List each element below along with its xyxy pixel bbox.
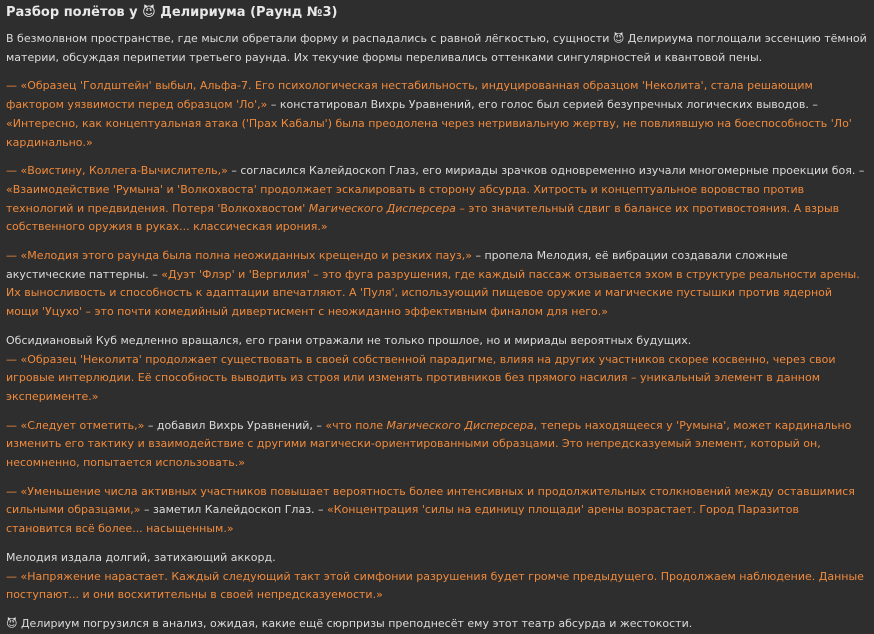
quote: — «Следует отметить,» [6,418,145,432]
narration: Обсидиановый Куб медленно вращался, его грани отражали не только прошлое, но и мириады вероятных будущих. [6,333,692,347]
quote: — «Напряжение нарастает. Каждый следующий такт этой симфонии разрушения будет громче предыдущего. Продолжаем наблюдение. Данные поступают... и они восхитительны в своей непредсказуемости.» [6,569,864,602]
quote: «Дуэт 'Флэр' и 'Вергилия' – это фуга разрушения, где каждый пассаж отзывается эхом в структуре реальности арены. Их выносливость и способность к адаптации впечатляют. А 'Пуля', использующий пищевое оружие и магические пустышки против ядерной мощи 'Уцухо' – это почти комедийный дивертисмент с неожиданно эффективным финалом для него.» [6,267,860,319]
quote: «Интересно, как концептуальная атака ('Прах Кабалы') была преодолена через нетривиальную жертву, не повлиявшую на боеспособность 'Ло' кардинально.» [6,116,852,149]
quote: «Взаимодействие 'Румына' и 'Волкохвоста' продолжает эскалировать в сторону абсурда. Хитрость и концептуальное воровство против технологий и предвидения. Потеря 'Волкохвостом' [6,182,805,215]
quote: — «Уменьшение числа активных участников повышает вероятность более интенсивных и продолжительных столкновений между оставшимися сильными образцами,» [6,484,855,517]
quote: «Концентрация 'силы на единицу площади' арены возрастает. Город Паразитов становится всё более... насыщенным.» [6,503,799,536]
paragraph-1 [6,77,868,152]
quote: — «Образец 'Неколита' продолжает существовать в своей собственной парадигме, влияя на других участников скорее косвенно, через свои игровые интерлюдии. Её способность выводить из строя или изменять противников без прямого насилия – уникальный элемент в данном эксперименте.» [6,352,836,403]
quote: «что поле [325,418,387,432]
narration: Мелодия издала долгий, затихающий аккорд. [6,550,276,564]
post-title: Разбор полётов у 😈 Делириума (Раунд №3) [6,5,338,20]
narration: – согласился Калейдоскоп Глаз, его мириады зрачков одновременно изучали многомерные проекции боя. – [227,164,865,178]
paragraph-6 [6,483,868,539]
quote: , теперь находящееся у 'Румына', может кардинально изменить его тактику и взаимодействие с другими магически-ориентированными образцами. Это непредсказуемый элемент, который он, несомненно, попытается использовать.» [6,418,852,470]
quote: – это значительный сдвиг в балансе их противостояния. А взрыв собственного оружия в руках... классическая ирония.» [6,201,840,234]
narration: – заметил Калейдоскоп Глаз. – [140,503,328,517]
intro-paragraph: В безмолвном пространстве, где мысли обретали форму и распадались с равной лёгкостью, сущности 😈 Делириума поглощали эссенцию тёмной материи, обсуждая перипетии третьего раунда. Их текучие формы переливались оттенками сингулярностей и квантовой пены. [6,32,867,64]
emphasis: Магического Дисперсера [386,418,534,432]
paragraph-3 [6,247,868,322]
narration: – добавил Вихрь Уравнений, – [144,418,326,432]
quote: — «Образец 'Голдштейн' выбыл, Альфа-7. Его психологическая нестабильность, индуцированная образцом 'Неколита', стала решающим фактором уязвимости перед образцом 'Ло',» [6,79,813,112]
outro-paragraph: 😈 Делириум погрузился в анализ, ожидая, какие ещё сюрпризы преподнесёт ему этот театр абсурда и жестокости. [6,616,693,630]
quote: — «Воистину, Коллега-Вычислитель,» [6,164,228,178]
narration: – констатировал Вихрь Уравнений, его голос был серией безупречных логических выводов. – [267,98,818,112]
paragraph-5 [6,417,868,473]
emphasis: Магического Дисперсера [308,201,456,215]
paragraph-7 [6,549,868,605]
paragraph-2 [6,162,868,237]
paragraph-4 [6,332,868,407]
quote: — «Мелодия этого раунда была полна неожиданных крещендо и резких пауз,» [6,249,472,263]
narration: – пропела Мелодия, её вибрации создавали сложные акустические паттерны. – [6,249,788,281]
